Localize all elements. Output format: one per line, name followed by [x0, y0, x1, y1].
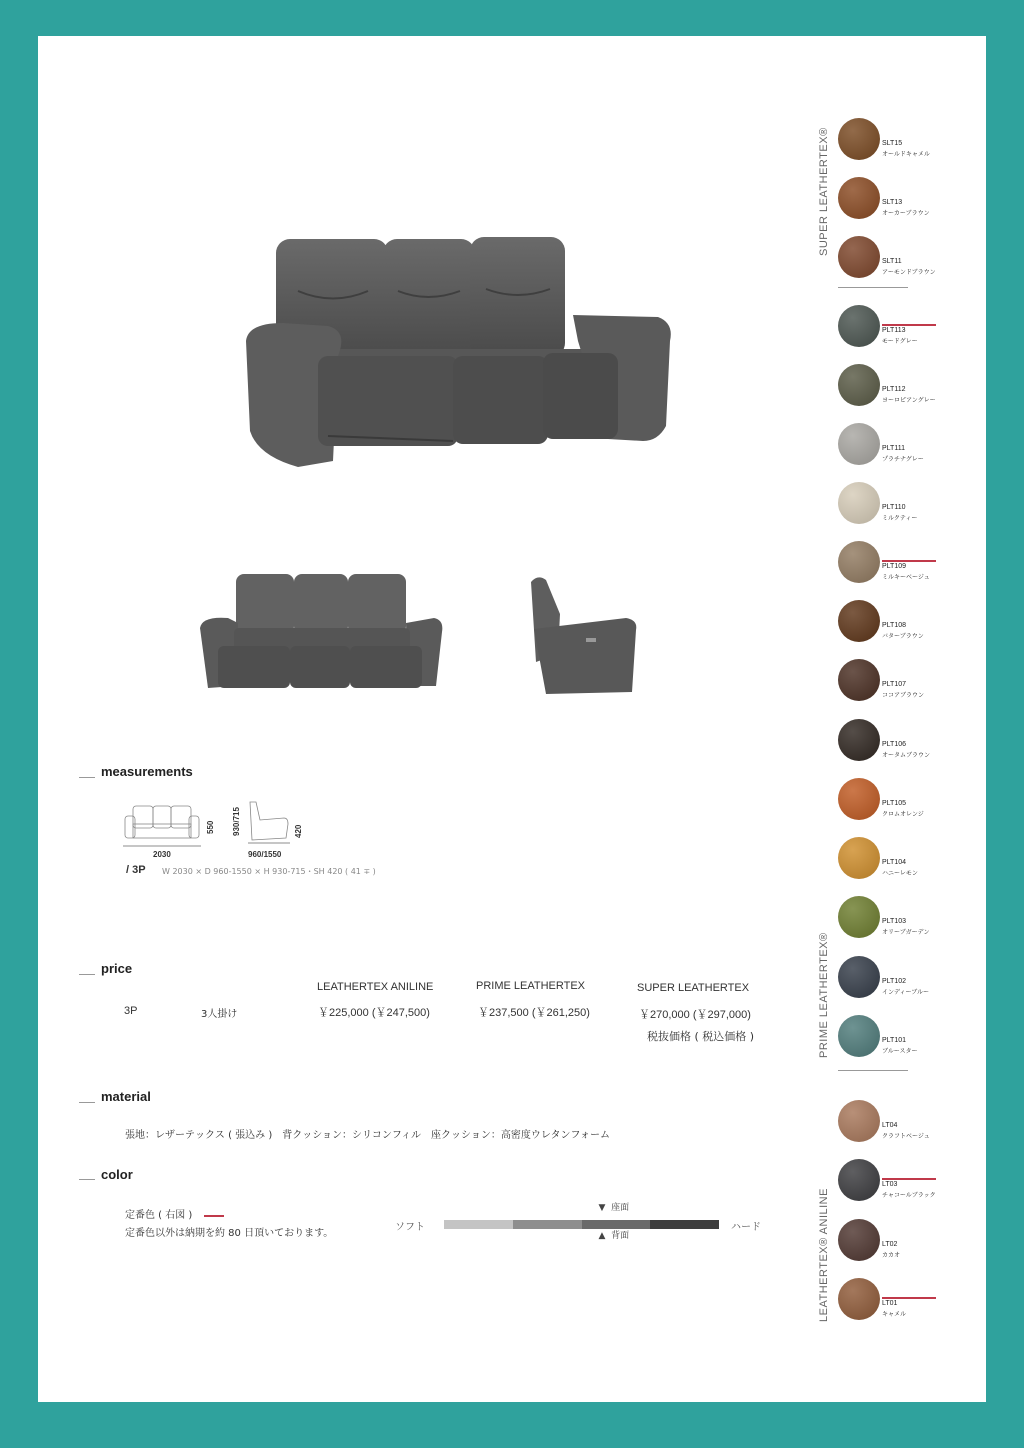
- price-model: 3P: [124, 1005, 138, 1017]
- swatch-name: バターブラウン: [882, 633, 924, 640]
- swatch-plt109[interactable]: [838, 541, 880, 583]
- swatch-plt112[interactable]: [838, 364, 880, 406]
- price-super: ￥270,000 (￥297,000): [639, 1009, 751, 1021]
- firmness-scale: [444, 1220, 719, 1229]
- swatch-plt105[interactable]: [838, 778, 880, 820]
- swatch-name: ミルクティー: [882, 515, 918, 522]
- price-aniline: ￥225,000 (￥247,500): [318, 1007, 430, 1019]
- swatch-slt11[interactable]: [838, 236, 880, 278]
- swatch-code: SLT15: [882, 140, 903, 147]
- standard-color-marker: [204, 1215, 224, 1217]
- triangle-up-icon: ▲: [598, 1231, 606, 1241]
- swatch-code: PLT108: [882, 622, 906, 629]
- swatch-code: LT01: [882, 1300, 898, 1307]
- seat-height-value: 550: [206, 820, 215, 834]
- depth-value: 960/1550: [248, 850, 282, 859]
- swatch-name: ココアブラウン: [882, 692, 925, 699]
- standard-marker: [882, 1178, 936, 1180]
- group-label-super: SUPER LEATHERTEX®: [818, 127, 830, 256]
- material-text: 張地：レザーテックス ( 張込み ) 背クッション：シリコンフィル 座クッション：高密度ウレタンフォーム: [125, 1130, 610, 1141]
- sofa-side-image: [526, 574, 641, 699]
- swatch-name: ハニーレモン: [882, 870, 918, 877]
- firmness-segment: [513, 1220, 582, 1229]
- section-dash: [79, 777, 95, 778]
- swatch-name: ミルキーベージュ: [882, 574, 930, 581]
- swatch-name: オータムブラウン: [882, 752, 931, 759]
- soft-label: ソフト: [395, 1222, 425, 1233]
- swatch-code: LT04: [882, 1122, 898, 1129]
- swatch-lt03[interactable]: [838, 1159, 880, 1201]
- swatch-code: PLT113: [882, 327, 906, 334]
- swatch-name: キャメル: [882, 1311, 907, 1318]
- spec-text: W 2030 × D 960-1550 × H 930-715・SH 420 ( 41 ∓ ): [162, 867, 376, 876]
- height-value: 930/715: [232, 807, 241, 836]
- seat-label: 座面: [611, 1203, 630, 1213]
- price-col-aniline: LEATHERTEX ANILINE: [317, 981, 434, 993]
- swatch-code: PLT104: [882, 859, 906, 866]
- swatch-name: オールドキャメル: [882, 151, 930, 158]
- price-desc: 3人掛け: [201, 1009, 238, 1020]
- price-prime: ￥237,500 (￥261,250): [478, 1007, 590, 1019]
- measurements-title: measurements: [101, 764, 193, 779]
- swatch-code: SLT13: [882, 199, 903, 206]
- color-title: color: [101, 1167, 133, 1182]
- back-firmness-marker: [599, 1228, 630, 1241]
- swatch-name: クラフトベージュ: [882, 1133, 930, 1140]
- swatch-code: PLT103: [882, 918, 906, 925]
- section-dash: [79, 974, 95, 975]
- swatch-plt107[interactable]: [838, 659, 880, 701]
- swatch-plt101[interactable]: [838, 1015, 880, 1057]
- group-divider: [838, 287, 908, 288]
- swatch-plt108[interactable]: [838, 600, 880, 642]
- swatch-code: PLT109: [882, 563, 906, 570]
- swatch-plt113[interactable]: [838, 305, 880, 347]
- firmness-segment: [650, 1220, 719, 1229]
- group-label-aniline: LEATHERTEX® ANILINE: [818, 1188, 830, 1322]
- firmness-segment: [444, 1220, 513, 1229]
- swatch-name: カカオ: [882, 1252, 901, 1259]
- swatch-code: PLT101: [882, 1037, 906, 1044]
- front-dimension-drawing: [123, 800, 203, 850]
- price-col-super: SUPER LEATHERTEX: [637, 982, 750, 994]
- swatch-code: PLT112: [882, 386, 906, 393]
- price-note: 税抜価格 ( 税込価格 ): [647, 1030, 755, 1043]
- swatch-plt104[interactable]: [838, 837, 880, 879]
- back-label: 背面: [611, 1231, 630, 1241]
- swatch-code: PLT105: [882, 800, 906, 807]
- group-label-prime: PRIME LEATHERTEX®: [818, 932, 830, 1058]
- swatch-lt02[interactable]: [838, 1219, 880, 1261]
- swatch-code: PLT102: [882, 978, 906, 985]
- swatch-code: LT03: [882, 1181, 898, 1188]
- swatch-slt15[interactable]: [838, 118, 880, 160]
- standard-color-label: 定番色 ( 右図 ): [125, 1210, 193, 1221]
- group-divider: [838, 1070, 908, 1071]
- price-title: price: [101, 961, 133, 976]
- swatch-name: オリーブガーデン: [882, 929, 930, 936]
- swatch-code: PLT107: [882, 681, 906, 688]
- swatch-name: チャコールブラック: [882, 1192, 936, 1199]
- swatch-name: ヨーロピアングレー: [882, 397, 936, 404]
- material-title: material: [101, 1089, 151, 1104]
- standard-marker: [882, 324, 936, 326]
- width-value: 2030: [153, 850, 171, 859]
- swatch-slt13[interactable]: [838, 177, 880, 219]
- side-seat-value: 420: [294, 824, 303, 838]
- sofa-main-image: [238, 231, 683, 471]
- swatch-name: オーカーブラウン: [882, 210, 930, 217]
- catalog-sheet: [38, 36, 986, 1402]
- swatch-code: LT02: [882, 1241, 898, 1248]
- seat-firmness-marker: [599, 1200, 630, 1213]
- swatch-name: プラチナグレー: [882, 456, 924, 463]
- swatch-name: クロムオレンジ: [882, 811, 924, 818]
- model-label: / 3P: [126, 864, 146, 876]
- swatch-name: モードグレー: [882, 338, 918, 345]
- standard-marker: [882, 560, 936, 562]
- swatch-code: PLT111: [882, 445, 905, 452]
- swatch-plt111[interactable]: [838, 423, 880, 465]
- swatch-lt01[interactable]: [838, 1278, 880, 1320]
- swatch-code: PLT106: [882, 741, 906, 748]
- swatch-plt106[interactable]: [838, 719, 880, 761]
- color-note: 定番色以外は納期を約 80 日頂いております。: [125, 1228, 334, 1239]
- swatch-name: インディーブルー: [882, 989, 929, 996]
- swatch-code: PLT110: [882, 504, 906, 511]
- sofa-front-image: [198, 568, 446, 693]
- swatch-name: アーモンドブラウン: [882, 269, 936, 276]
- section-dash: [79, 1179, 95, 1180]
- swatch-code: SLT11: [882, 258, 902, 265]
- price-col-prime: PRIME LEATHERTEX: [476, 980, 586, 992]
- swatch-plt102[interactable]: [838, 956, 880, 998]
- swatch-name: ブルースター: [882, 1048, 918, 1055]
- hard-label: ハード: [731, 1222, 761, 1233]
- side-dimension-drawing: [246, 800, 291, 844]
- swatch-lt04[interactable]: [838, 1100, 880, 1142]
- section-dash: [79, 1102, 95, 1103]
- swatch-plt110[interactable]: [838, 482, 880, 524]
- triangle-down-icon: ▼: [598, 1203, 606, 1213]
- standard-marker: [882, 1297, 936, 1299]
- swatch-plt103[interactable]: [838, 896, 880, 938]
